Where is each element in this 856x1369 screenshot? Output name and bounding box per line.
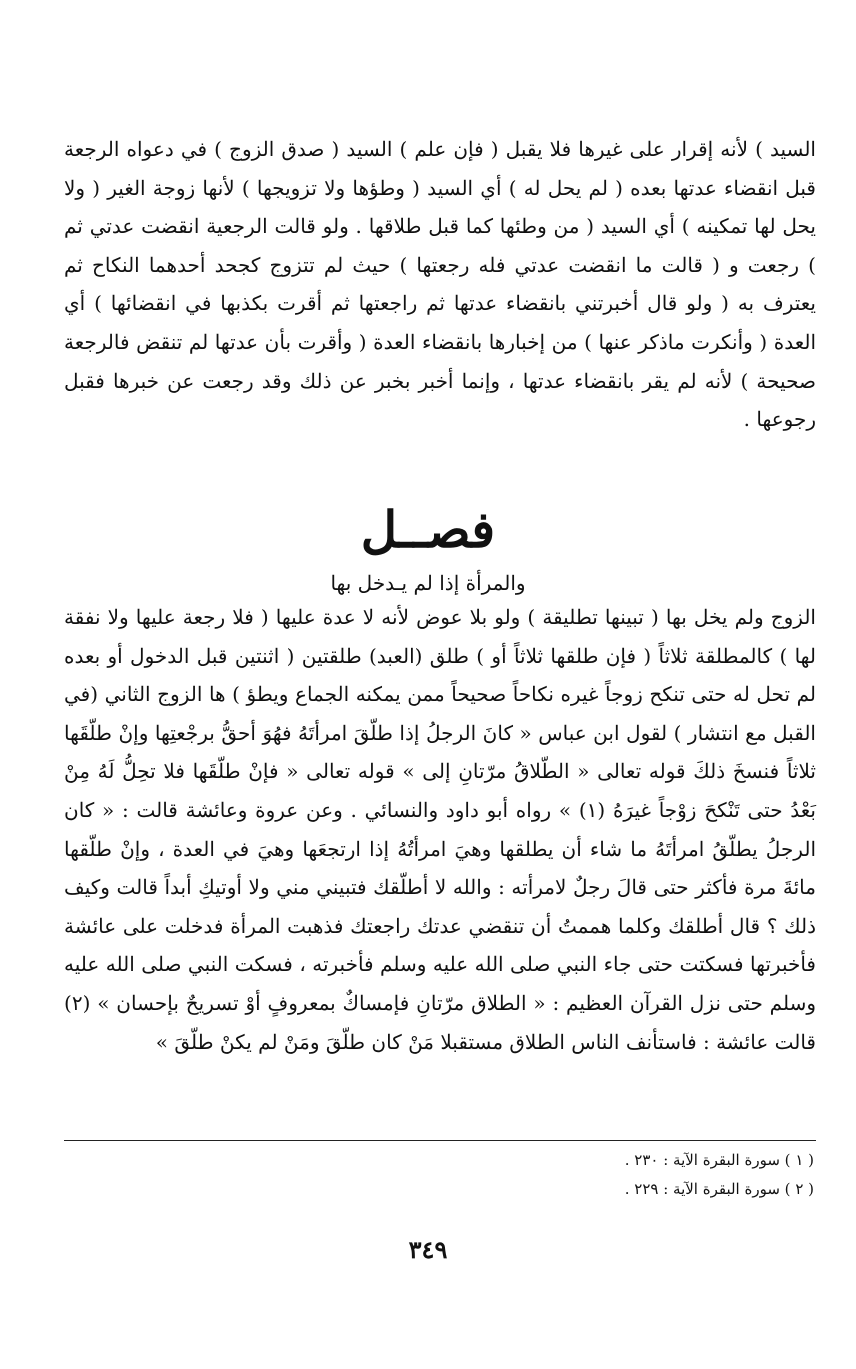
footnote-divider xyxy=(64,1140,816,1141)
footnote-1: ( ١ ) سورة البقرة الآية : ٢٣٠ . xyxy=(624,1151,814,1169)
footnotes xyxy=(625,1146,814,1204)
body-paragraph-2: الزوج ولم يخل بها ( تبينها تطليقة ) ولو بلا عوض لأنه لا عدة عليها ( فلا رجعة عليها ولا نفقة لها ) كالمطلقة ثلاثاً ( فإن طلقها ثلاثاً أو ) طلق (العبد) طلقتين ( اثنتين قبل الدخول أو بعده لم تحل له حتى تنكح زوجاً غيره نكاحاً صحيحاً ممن يمكنه الجماع ويطؤ ) ها الزوج الثاني (في القبل مع انتشار ) لقول ابن عباس « كانَ الرجلُ إذا طلّقَ امرأتَهُ فهُوَ أحقُّ برجْعتِها وإنْ طلّقَها ثلاثاً فنسخَ ذلكَ قوله تعالى « الطّلاقُ مرّتانِ إلى » قوله تعالى « فإنْ طلّقَها فلا تحِلُّ لَهُ مِنْ بَعْدُ حتى تَنْكحَ زوْجاً غيرَهُ (١) » رواه أبو داود والنسائي . وعن عروة وعائشة قالت : « كان الرجلُ يطلّقُ امرأتَهُ ما شاء أن يطلقها وهيَ امرأتُهُ إذا ارتجعَها وهيَ في العدة ، وإنْ طلّقها مائةَ مرة فأكثر حتى قالَ رجلٌ لامرأته : والله لا أطلّقك فتبيني مني ولا أوتيكِ أبداً قالت وكيف ذلك ؟ قال أطلقك وكلما هممتُ أن تنقضي عدتك راجعتك فذهبت المرأة فدخلت على عائشة فأخبرتها فسكتت حتى جاء النبي صلى الله عليه وسلم فأخبرته ، فسكت النبي صلى الله عليه وسلم حتى نزل القرآن العظيم : « الطلاق مرّتانِ فإمساكٌ بمعروفٍ أوْ تسريحٌ بإحسان » (٢) قالت عائشة : فاستأنف الناس الطلاق مستقبلا مَنْ كان طلّقَ ومَنْ لم يكنْ طلّقَ » xyxy=(64,605,817,1054)
page-number: ٣٤٩ xyxy=(408,1235,448,1264)
section-subheading: والمرأة إذا لم يـدخل بها xyxy=(330,571,526,595)
body-paragraph-1: السيد ) لأنه إقرار على غيرها فلا يقبل ( فإن علم ) السيد ( صدق الزوج ) في دعواه الرجعة قبل انقضاء عدتها بعده ( لم يحل له ) أي السيد ( وطؤها ولا تزويجها ) لأنها زوجة الغير ( ولا يحل لها تمكينه ) أي السيد ( من وطئها كما قبل طلاقها . ولو قالت الرجعية انقضت عدتي ثم ) رجعت و ( قالت ما انقضت عدتي فله رجعتها ) حيث لم تتزوج كجحد أحدهما النكاح ثم يعترف به ( ولو قال أخبرتني بانقضاء عدتها ثم راجعتها ثم أقرت بكذبها في انقضائها ) أي العدة ( وأنكرت ماذكر عنها ) من إخبارها بانقضاء العدة ( وأقرت بأن عدتها لم تنقض فالرجعة صحيحة ) لأنه لم يقر بانقضاء عدتها ، وإنما أخبر بخبر عن ذلك وقد رجعت عن خبرها فقبل رجوعها . xyxy=(64,137,816,432)
section-heading: فصــل xyxy=(360,500,496,559)
footnote-2: ( ٢ ) سورة البقرة الآية : ٢٢٩ . xyxy=(624,1180,814,1198)
